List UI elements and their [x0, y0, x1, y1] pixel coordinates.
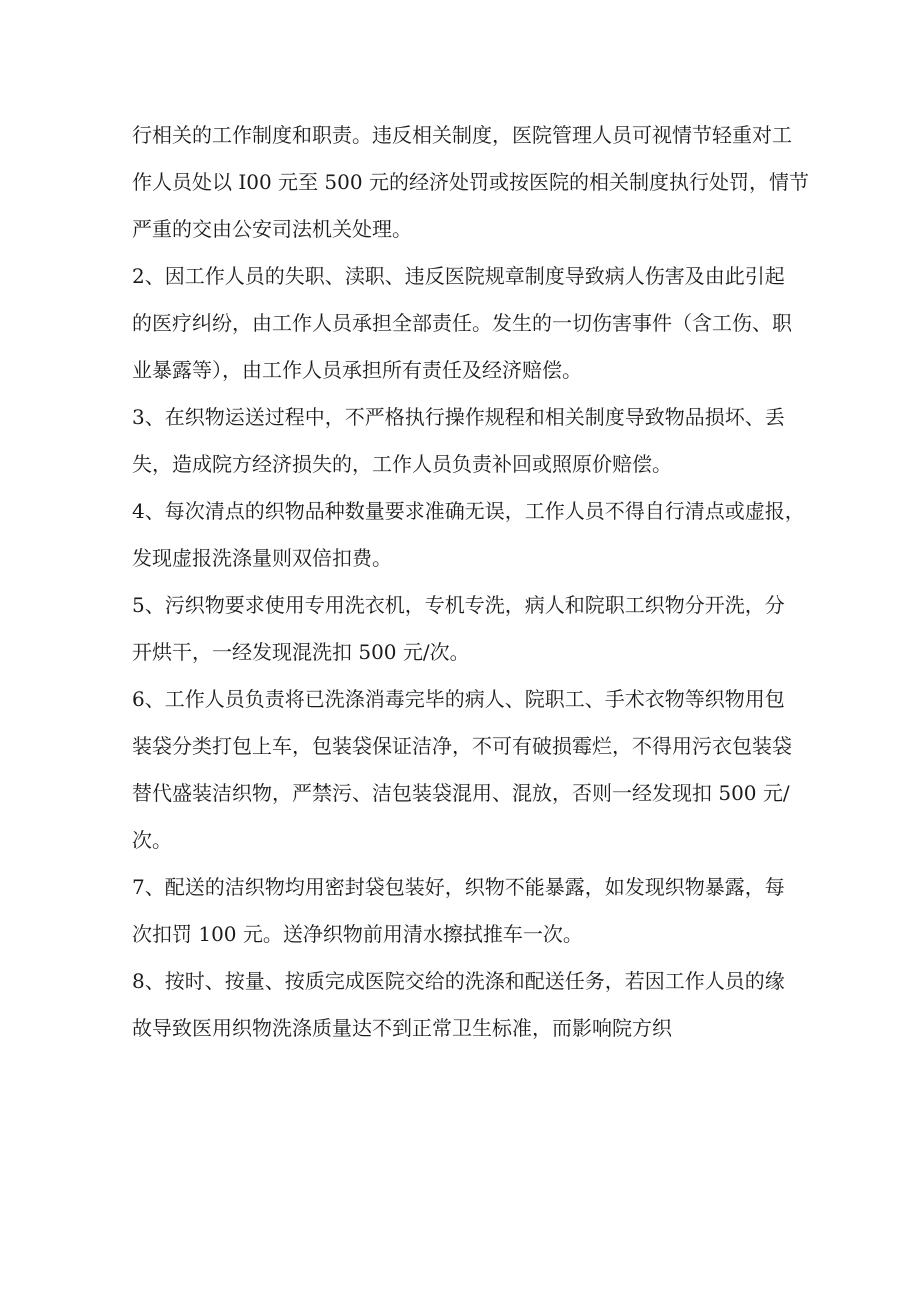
text-line: 2、因工作人员的失职、渎职、违反医院规章制度导致病人伤害及由此引起 [132, 264, 785, 288]
text-line: 严重的交由公安司法机关处理。 [132, 217, 412, 241]
text-line: 业暴露等），由工作人员承担所有责任及经济赔偿。 [132, 358, 582, 382]
text-line: 的医疗纠纷，由工作人员承担全部责任。发生的一切伤害事件（含工伤、职 [132, 311, 792, 335]
text-line: 次。 [132, 828, 172, 852]
document-body [132, 112, 809, 1052]
text-line: 失，造成院方经济损失的，工作人员负责补回或照原价赔偿。 [132, 452, 672, 476]
paragraph-penalty-continuation [132, 112, 809, 253]
text-line: 次扣罚 100 元。送净织物前用清水擦拭推车一次。 [132, 922, 583, 946]
text-line: 开烘干，一经发现混洗扣 500 元/次。 [132, 640, 470, 664]
text-line: 发现虚报洗涤量则双倍扣费。 [132, 546, 392, 570]
paragraph-item-6 [132, 676, 796, 864]
paragraph-item-4 [132, 488, 805, 582]
text-line: 作人员处以 I00 元至 500 元的经济处罚或按医院的相关制度执行处罚，情节 [132, 170, 809, 194]
text-line: 替代盛装洁织物，严禁污、洁包装袋混用、混放，否则一经发现扣 500 元/ [132, 781, 790, 805]
text-line: 5、污织物要求使用专用洗衣机，专机专洗，病人和院职工织物分开洗，分 [132, 593, 785, 617]
text-line: 8、按时、按量、按质完成医院交给的洗涤和配送任务，若因工作人员的缘 [132, 969, 785, 993]
text-line: 装袋分类打包上车，包装袋保证洁净，不可有破损霉烂，不得用污衣包装袋 [132, 734, 792, 758]
text-line: 3、在织物运送过程中，不严格执行操作规程和相关制度导致物品损坏、丢 [132, 405, 785, 429]
text-line: 6、工作人员负责将已洗涤消毒完毕的病人、院职工、手术衣物等织物用包 [132, 687, 785, 711]
paragraph-item-7 [132, 864, 796, 958]
paragraph-item-2 [132, 253, 796, 394]
text-line: 4、每次清点的织物品种数量要求准确无误，工作人员不得自行清点或虚报， [132, 499, 805, 523]
text-line: 7、配送的洁织物均用密封袋包装好，织物不能暴露，如发现织物暴露，每 [132, 875, 785, 899]
paragraph-item-8 [132, 958, 796, 1052]
text-line: 故导致医用织物洗涤质量达不到正常卫生标准，而影响院方织 [132, 1016, 672, 1040]
paragraph-item-5 [132, 582, 796, 676]
paragraph-item-3 [132, 394, 796, 488]
text-line: 行相关的工作制度和职责。违反相关制度，医院管理人员可视情节轻重对工 [132, 123, 792, 147]
